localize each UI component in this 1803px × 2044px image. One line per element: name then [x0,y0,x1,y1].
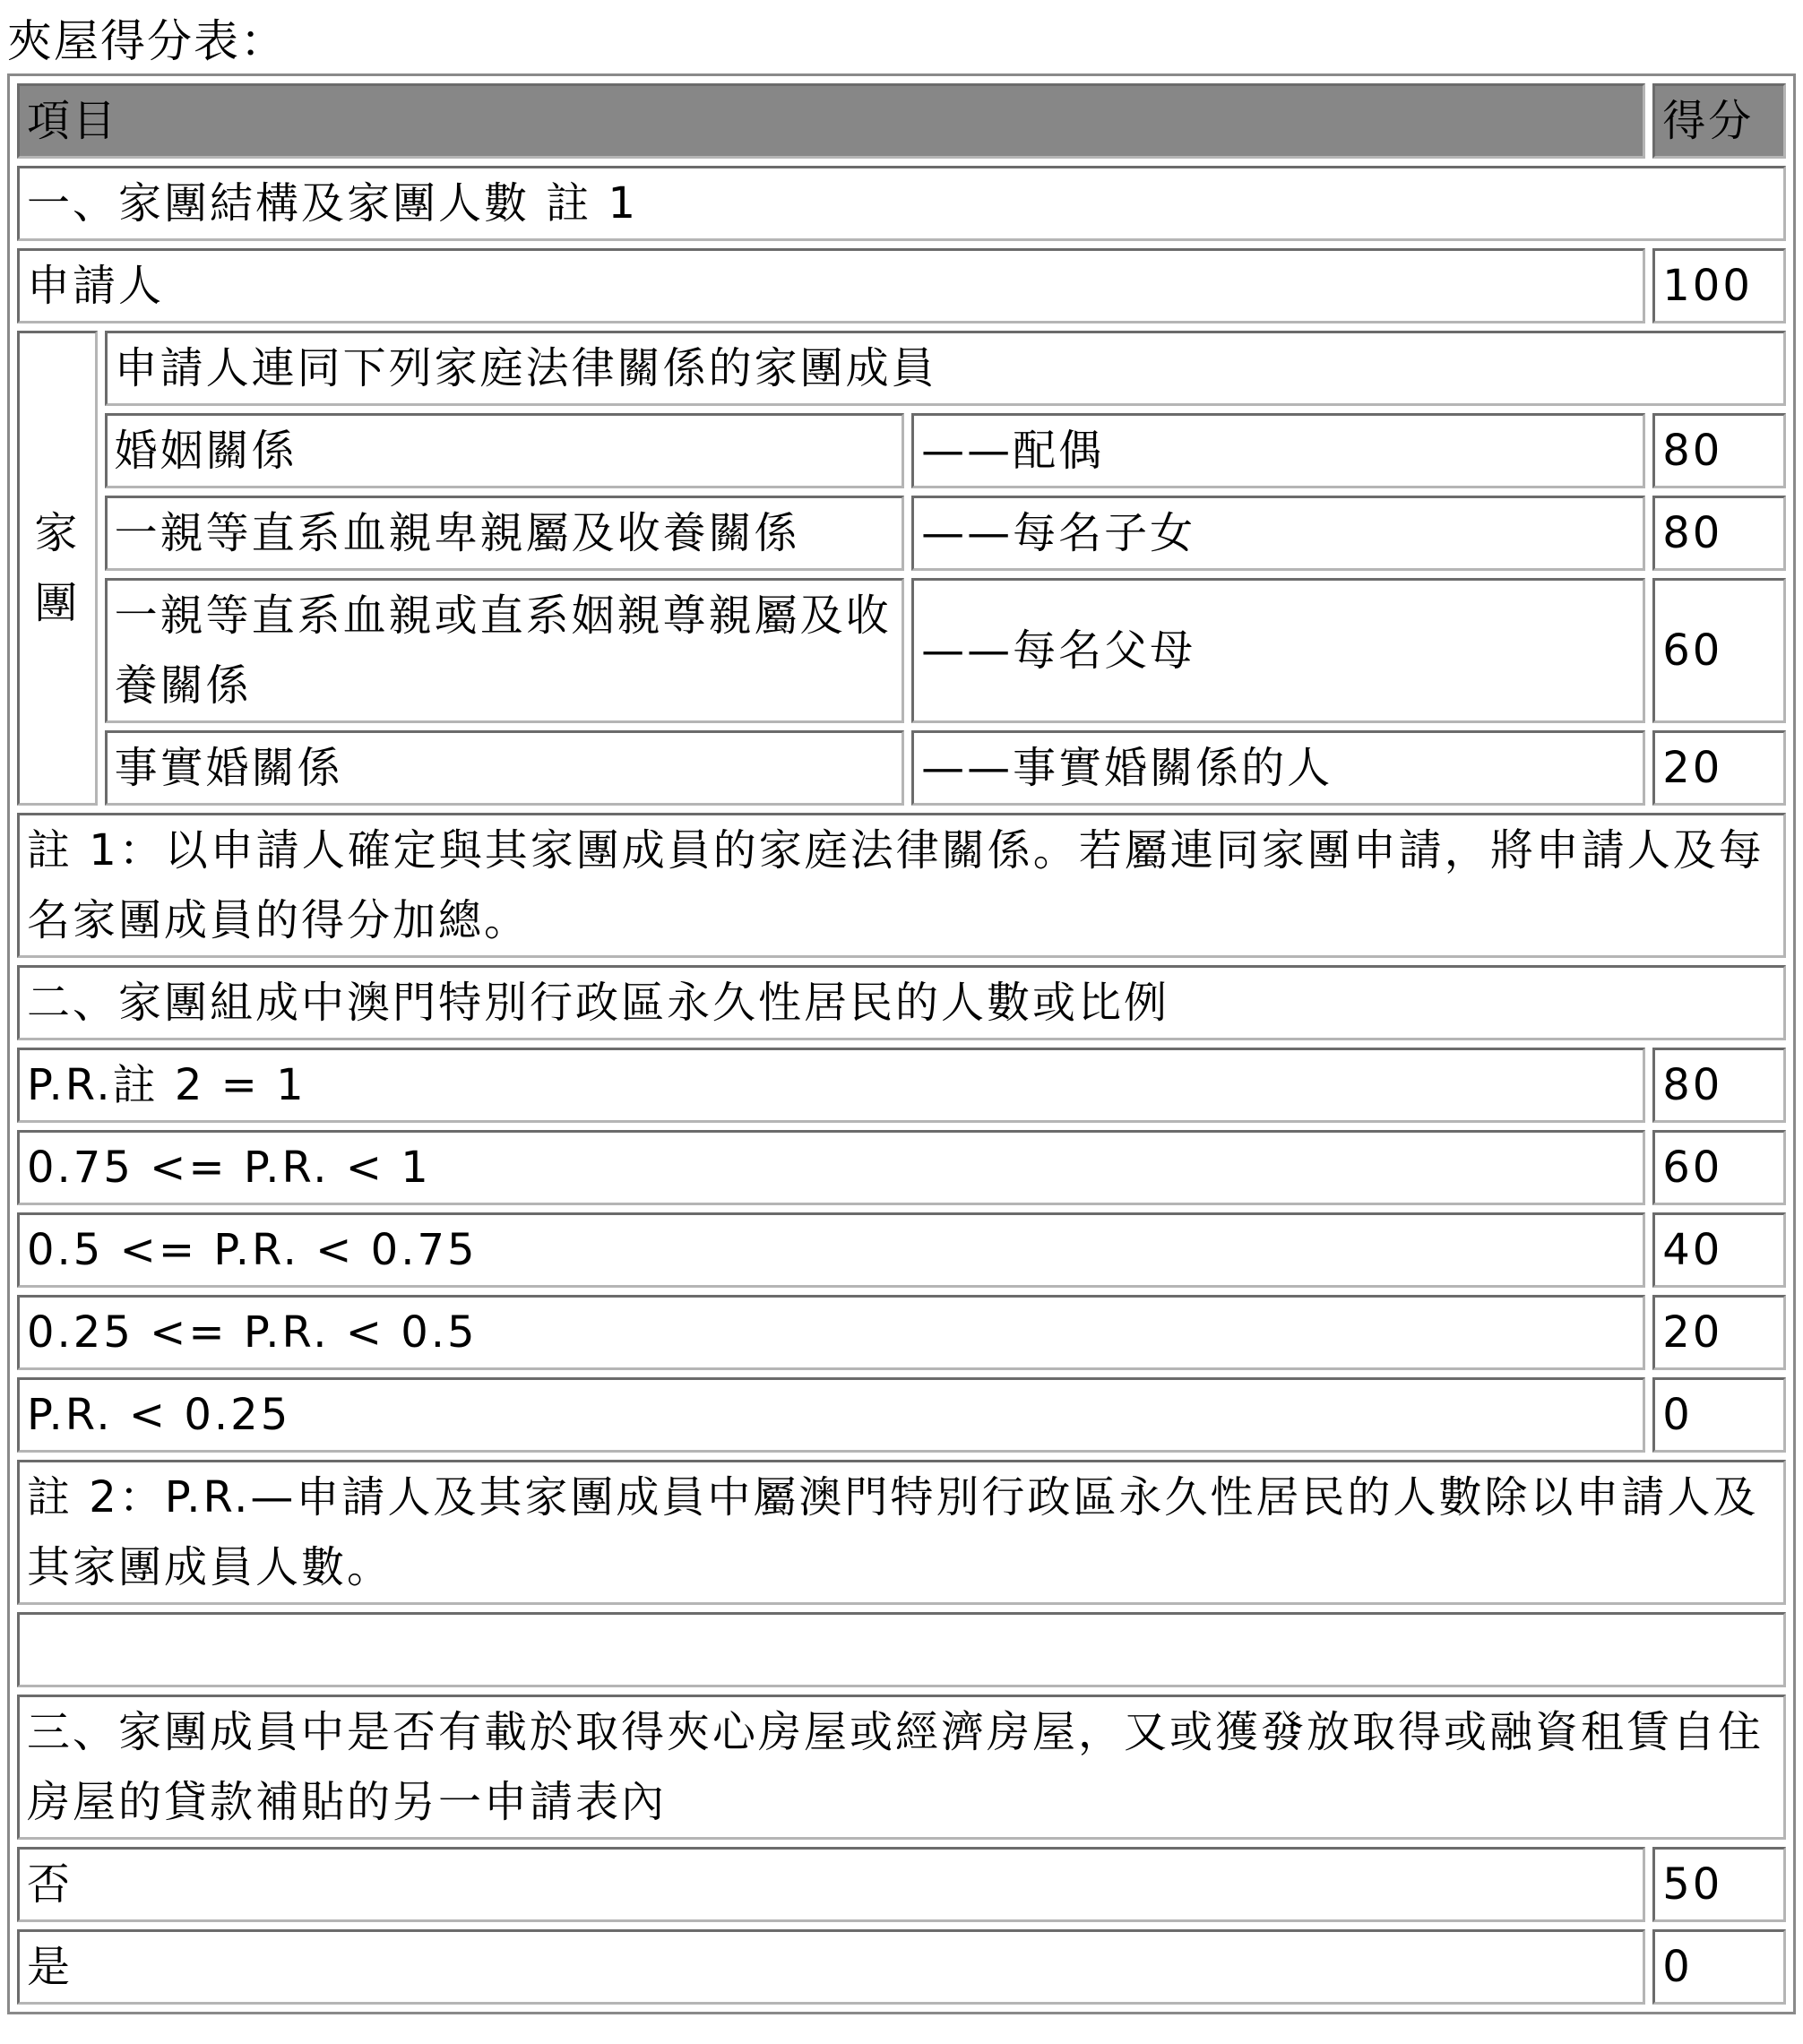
pr-label: 0.5 <= P.R. < 0.75 [17,1212,1645,1288]
note2: 註 2：P.R.—申請人及其家團成員中屬澳門特別行政區永久性居民的人數除以申請人及其家團成員人數。 [17,1460,1786,1605]
answer-row [17,1847,1786,1922]
section2-heading-row [17,965,1786,1040]
answer-row [17,1929,1786,2005]
relation-label: 一親等直系血親卑親屬及收養關係 [105,496,904,571]
family-label: 家團 [17,331,98,806]
relation-label: 一親等直系血親或直系姻親尊親屬及收養關係 [105,578,904,723]
table-header-row [17,83,1786,159]
answer-label: 是 [17,1929,1645,2005]
header-item: 項目 [17,83,1645,159]
header-score: 得分 [1652,83,1786,159]
section1-heading-row [17,166,1786,241]
pr-label: 0.75 <= P.R. < 1 [17,1130,1645,1205]
applicant-score: 100 [1652,248,1786,323]
relation-member: ——每名子女 [911,496,1645,571]
family-intro-row [17,331,1786,406]
pr-row [17,1377,1786,1453]
pr-row [17,1130,1786,1205]
pr-row [17,1048,1786,1123]
relation-row [17,578,1786,723]
pr-label: 0.25 <= P.R. < 0.5 [17,1295,1645,1370]
note2-row [17,1460,1786,1605]
pr-score: 0 [1652,1377,1786,1453]
section3-heading-row [17,1695,1786,1840]
answer-score: 50 [1652,1847,1786,1922]
relation-member: ——每名父母 [911,578,1645,723]
pr-label: P.R. < 0.25 [17,1377,1645,1453]
pr-score: 60 [1652,1130,1786,1205]
answer-score: 0 [1652,1929,1786,2005]
relation-score: 20 [1652,730,1786,806]
section1-heading: 一、家團結構及家團人數 註 1 [17,166,1786,241]
relation-label: 事實婚關係 [105,730,904,806]
relation-score: 60 [1652,578,1786,723]
pr-score: 40 [1652,1212,1786,1288]
note1: 註 1：以申請人確定與其家團成員的家庭法律關係。若屬連同家團申請，將申請人及每名家團成員的得分加總。 [17,813,1786,958]
relation-score: 80 [1652,413,1786,488]
relation-row [17,730,1786,806]
pr-label: P.R.註 2 = 1 [17,1048,1645,1123]
applicant-label: 申請人 [17,248,1645,323]
note1-row [17,813,1786,958]
relation-row [17,413,1786,488]
relation-member: ——事實婚關係的人 [911,730,1645,806]
family-intro: 申請人連同下列家庭法律關係的家團成員 [105,331,1786,406]
section3-heading: 三、家團成員中是否有載於取得夾心房屋或經濟房屋，又或獲發放取得或融資租賃自住房屋的貸款補貼的另一申請表內 [17,1695,1786,1840]
section2-heading: 二、家團組成中澳門特別行政區永久性居民的人數或比例 [17,965,1786,1040]
pr-row [17,1295,1786,1370]
blank-cell [17,1612,1786,1687]
pr-score: 20 [1652,1295,1786,1370]
applicant-row [17,248,1786,323]
relation-row [17,496,1786,571]
pr-score: 80 [1652,1048,1786,1123]
relation-member: ——配偶 [911,413,1645,488]
score-table [7,73,1796,2014]
page-title: 夾屋得分表： [7,15,287,67]
relation-label: 婚姻關係 [105,413,904,488]
answer-label: 否 [17,1847,1645,1922]
blank-row [17,1612,1786,1687]
relation-score: 80 [1652,496,1786,571]
pr-row [17,1212,1786,1288]
